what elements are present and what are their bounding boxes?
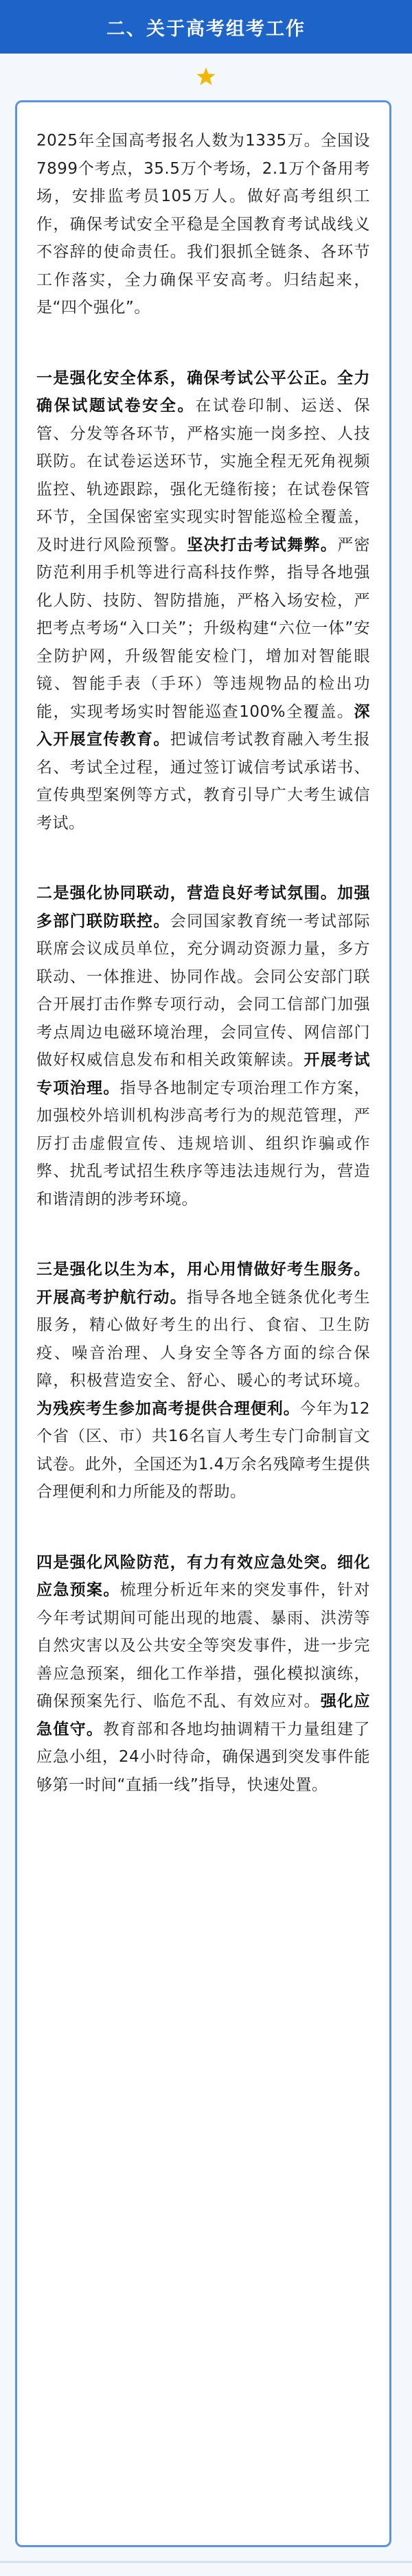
bold-segment: 二是强化协同联动，营造良好考试氛围。加强多部门联防联控。 bbox=[36, 884, 370, 930]
bold-segment: 深入开展宣传教育。 bbox=[36, 702, 370, 748]
section-title-bar bbox=[0, 0, 412, 54]
paragraph-intro bbox=[36, 127, 370, 322]
bold-segment: 开展考试专项治理。 bbox=[36, 1051, 371, 1097]
bold-segment: 四是强化风险防范，有力有效应急处突。细化应急预案。 bbox=[36, 1553, 370, 1599]
bold-segment: 坚决打击考试舞弊。 bbox=[187, 536, 338, 554]
paragraph-risk-prevention bbox=[36, 1549, 370, 1799]
text-segment: 教育部和各地均抽调精干力量组建了应急小组，24小时待命，确保遇到突发事件能够第一时间“直插一线”指导，快速处置。 bbox=[36, 1720, 371, 1794]
text-segment: 在试卷印制、运送、保管、分发等各环节，严格实施一岗多控、人技联防。在试卷运送环节，实施全程无死角视频监控、轨迹跟踪，强化无缝衔接；在试卷保管环节，全国保密室实现实时智能巡检全覆盖，及时进行风险预警。 bbox=[36, 397, 371, 554]
bottom-divider bbox=[0, 2561, 412, 2563]
text-segment: 今年为12个省（区、市）共16名盲人考生专门命制盲文试卷。此外，全国还为1.4万余名残障考生提供合理便利和力所能及的帮助。 bbox=[36, 1399, 370, 1501]
bold-segment: 为残疾考生参加高考提供合理便利。 bbox=[36, 1399, 300, 1418]
content-box bbox=[15, 100, 391, 2547]
star-divider bbox=[0, 63, 412, 91]
text-segment: 梳理分析近年来的突发事件，针对今年考试期间可能出现的地震、暴雨、洪涝等自然灾害以及公共安全等突发事件，进一步完善应急预案，细化工作举措，强化模拟演练，确保预案先行、临危不乱、有效应对。 bbox=[36, 1581, 371, 1710]
text-segment: 指导各地全链条优化考生服务，精心做好考生的出行、食宿、卫生防疫、噪音治理、人身安全等各方面的综合保障，积极营造安全、舒心、暖心的考试环境。 bbox=[36, 1288, 371, 1390]
bold-segment: 一是强化安全体系，确保考试公平公正。全力确保试题试卷安全。 bbox=[36, 369, 370, 415]
paragraph-safety-system bbox=[36, 365, 370, 838]
bold-segment: 三是强化以生为本，用心用情做好考生服务。开展高考护航行动。 bbox=[36, 1261, 370, 1307]
bold-segment: 强化应急值守。 bbox=[36, 1692, 371, 1738]
star-icon bbox=[195, 66, 217, 88]
text-segment: 把诚信考试教育融入考生报名、考试全过程，通过签订诚信考试承诺书、宣传典型案例等方式，教育引导广大考生诚信考试。 bbox=[36, 731, 371, 832]
section-title: 二、关于高考组考工作 bbox=[106, 18, 306, 40]
text-segment: 会同国家教育统一考试部际联席会议成员单位，充分调动资源力量，多方联动、一体推进、协同作战。会同公安部门联合开展打击作弊专项行动，会同工信部门加强考点周边电磁环境治理，会同宣传、网信部门做好权威信息发布和相关政策解读。 bbox=[36, 912, 371, 1069]
paragraph-student-service bbox=[36, 1256, 370, 1506]
paragraph-coordination bbox=[36, 879, 370, 1213]
text-segment: 指导各地制定专项治理工作方案，加强校外培训机构涉高考行为的规范管理，严厉打击虚假宣传、违规培训、组织诈骗或作弊、扰乱考试招生秩序等违法违规行为，营造和谐清朗的涉考环境。 bbox=[36, 1079, 371, 1208]
text-segment: 严密防范利用手机等进行高科技作弊，指导各地强化人防、技防、智防措施，严格入场安检，严把考点考场“入口关”；升级构建“六位一体”安全防护网，升级智能安检门，增加对智能眼镜、智能手表（手环）等违规物品的检出功能，实现考场实时智能巡查100%全覆盖。 bbox=[36, 536, 371, 721]
text-segment: 2025年全国高考报名人数为1335万。全国设7899个考点，35.5万个考场，2.1万个备用考场，安排监考员105万人。做好高考组织工作，确保考试安全平稳是全国教育考试战线义不容辞的使命责任。我们狠抓全链条、各环节工作落实，全力确保平安高考。归结起来，是“四个强化”。 bbox=[36, 132, 370, 317]
